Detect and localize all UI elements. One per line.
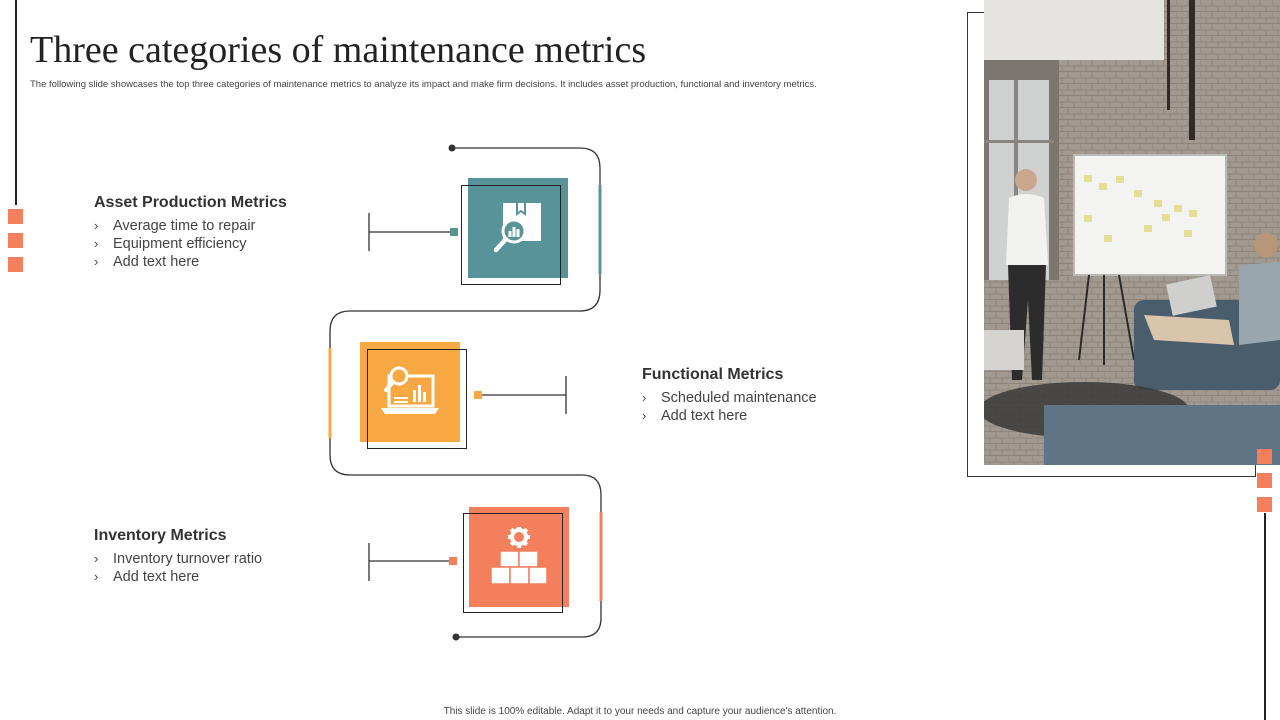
photo-illustration <box>984 0 1280 465</box>
list-item: › Add text here <box>642 407 817 425</box>
slide-subtitle: The following slide showcases the top three categories of maintenance metrics to analyze its impact and make firm decisions. It includes asset production, functional and inventory metrics. <box>30 79 817 90</box>
coral-accent-bar <box>600 512 603 601</box>
teal-accent-bar <box>599 185 602 274</box>
orange-accent-bar <box>329 348 332 438</box>
path-end-dot <box>453 634 460 641</box>
list-item: › Add text here <box>94 253 287 271</box>
metric-title: Inventory Metrics <box>94 527 227 544</box>
office-meeting-photo <box>984 0 1280 465</box>
inventory-block <box>94 527 262 586</box>
leader-marker <box>449 557 457 565</box>
list-item: › Inventory turnover ratio <box>94 550 262 568</box>
slide-footer: This slide is 100% editable. Adapt it to your needs and capture your audience's attention. <box>443 706 837 717</box>
list-item: › Scheduled maintenance <box>642 389 817 407</box>
leader-marker <box>474 391 482 399</box>
decor-square <box>1257 497 1272 512</box>
metric-list <box>94 550 262 586</box>
list-item: › Average time to repair <box>94 217 287 235</box>
asset-icon-frame <box>461 185 561 285</box>
metric-list <box>642 389 817 425</box>
functional-icon-frame <box>367 349 467 449</box>
leader-marker <box>450 228 458 236</box>
path-start-dot <box>449 145 456 152</box>
metric-list <box>94 217 287 271</box>
inventory-icon-frame <box>463 513 563 613</box>
metric-title: Asset Production Metrics <box>94 194 287 211</box>
metric-title: Functional Metrics <box>642 366 784 383</box>
slide-title: Three categories of maintenance metrics <box>30 29 647 71</box>
list-item: › Add text here <box>94 568 262 586</box>
asset-production-block <box>94 194 287 271</box>
decor-square <box>1257 473 1272 488</box>
decor-square <box>1257 449 1272 464</box>
right-decor-line <box>1264 513 1266 720</box>
list-item: › Equipment efficiency <box>94 235 287 253</box>
functional-block <box>642 366 817 425</box>
